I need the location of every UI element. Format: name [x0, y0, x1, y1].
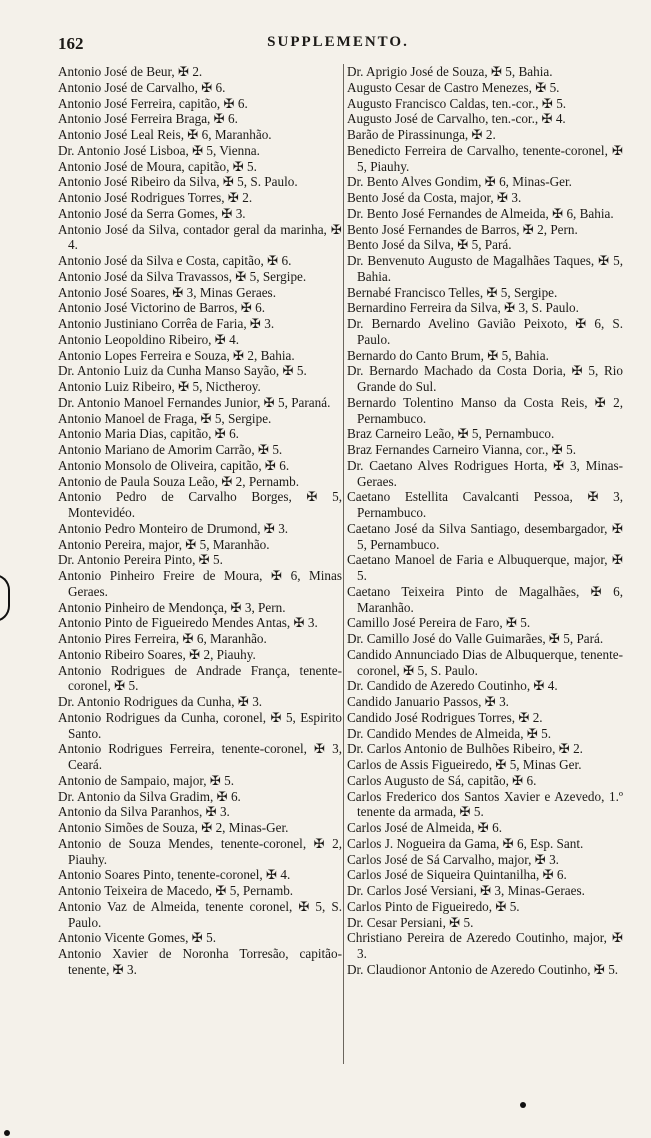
list-entry: Caetano Manoel de Faria e Albuquerque, major, ✠ 5.: [347, 552, 623, 583]
list-entry: Bernardino Ferreira da Silva, ✠ 3, S. Paulo.: [347, 300, 579, 316]
list-entry: Dr. Benvenuto Augusto de Magalhães Taques, ✠ 5, Bahia.: [347, 253, 623, 284]
list-entry: Candido Annunciado Dias de Albuquerque, tenente-coronel, ✠ 5, S. Paulo.: [347, 646, 623, 678]
list-entry: Dr. Carlos José Versiani, ✠ 3, Minas-Geraes.: [347, 883, 585, 898]
list-entry: Antonio José da Serra Gomes, ✠ 3.: [58, 205, 246, 221]
list-entry: Caetano Teixeira Pinto de Magalhães, ✠ 6, Maranhão.: [347, 583, 623, 615]
list-entry: Antonio Vicente Gomes, ✠ 5.: [58, 930, 216, 946]
list-entry: Antonio Rodrigues da Cunha, coronel, ✠ 5, Espirito Santo.: [58, 709, 342, 741]
list-entry: Antonio Pereira, major, ✠ 5, Maranhão.: [58, 536, 270, 552]
left-column: [58, 64, 342, 1064]
list-entry: Carlos de Assis Figueiredo, ✠ 5, Minas Ger.: [347, 757, 582, 772]
list-entry: Antonio Luiz Ribeiro, ✠ 5, Nictheroy.: [58, 379, 261, 394]
list-entry: Antonio de Sampaio, major, ✠ 5.: [58, 772, 235, 788]
column-divider: [343, 64, 344, 1064]
list-entry: Dr. Antonio Manoel Fernandes Junior, ✠ 5, Paraná.: [58, 394, 331, 410]
list-entry: Antonio Pedro de Carvalho Borges, ✠ 5, Montevidéo.: [58, 489, 342, 520]
list-entry: Braz Carneiro Leão, ✠ 5, Pernambuco.: [347, 426, 555, 442]
list-entry: Dr. Antonio Rodrigues da Cunha, ✠ 3.: [58, 694, 263, 709]
list-entry: Carlos José de Sá Carvalho, major, ✠ 3.: [347, 851, 559, 867]
list-entry: Antonio Maria Dias, capitão, ✠ 6.: [58, 426, 239, 442]
list-entry: Dr. Bernardo Avelino Gavião Peixoto, ✠ 6, S. Paulo.: [347, 316, 623, 347]
list-entry: Antonio Pedro Monteiro de Drumond, ✠ 3.: [58, 520, 289, 536]
list-entry: Bernardo Tolentino Manso da Costa Reis, ✠ 2, Pernambuco.: [347, 394, 623, 426]
list-entry: Antonio Pinheiro de Mendonça, ✠ 3, Pern.: [58, 599, 286, 615]
list-entry: Antonio Rodrigues Ferreira, tenente-coronel, ✠ 3, Ceará.: [58, 741, 342, 772]
list-entry: Antonio José Ferreira Braga, ✠ 6.: [58, 111, 238, 127]
list-entry: Antonio José de Carvalho, ✠ 6.: [58, 79, 226, 95]
list-entry: Bento José Fernandes de Barros, ✠ 2, Pern.: [347, 221, 578, 237]
right-column: [347, 64, 623, 1064]
list-entry: Antonio de Paula Souza Leão, ✠ 2, Pernamb.: [58, 473, 300, 489]
list-entry: Antonio José Leal Reis, ✠ 6, Maranhão.: [58, 127, 272, 142]
list-entry: Augusto Cesar de Castro Menezes, ✠ 5.: [347, 79, 560, 95]
list-entry: Antonio Rodrigues de Andrade França, tenente-coronel, ✠ 5.: [58, 662, 342, 694]
list-entry: Antonio de Souza Mendes, tenente-coronel, ✠ 2, Piauhy.: [58, 835, 342, 867]
list-entry: Camillo José Pereira de Faro, ✠ 5.: [347, 615, 531, 631]
list-entry: Dr. Antonio Luiz da Cunha Manso Sayão, ✠ 5.: [58, 363, 307, 379]
page-header: [58, 34, 618, 58]
list-entry: Antonio José de Beur, ✠ 2.: [58, 64, 203, 79]
list-entry: Bernardo do Canto Brum, ✠ 5, Bahia.: [347, 347, 549, 363]
list-entry: Dr. Candido de Azeredo Coutinho, ✠ 4.: [347, 678, 558, 694]
list-entry: Caetano Estellita Cavalcanti Pessoa, ✠ 3, Pernambuco.: [347, 489, 623, 520]
running-title: SUPPLEMENTO.: [267, 34, 409, 50]
list-entry: Dr. Caetano Alves Rodrigues Horta, ✠ 3, Minas-Geraes.: [347, 457, 623, 489]
list-entry: Antonio Manoel de Fraga, ✠ 5, Sergipe.: [58, 410, 272, 426]
list-entry: Antonio Soares Pinto, tenente-coronel, ✠ 4.: [58, 867, 291, 883]
list-entry: Antonio José Ribeiro da Silva, ✠ 5, S. Paulo.: [58, 174, 298, 190]
list-entry: Antonio da Silva Paranhos, ✠ 3.: [58, 804, 230, 820]
list-entry: Dr. Claudionor Antonio de Azeredo Coutinho, ✠ 5.: [347, 961, 619, 977]
list-entry: Antonio José da Silva Travassos, ✠ 5, Sergipe.: [58, 268, 307, 284]
list-entry: Antonio José Victorino de Barros, ✠ 6.: [58, 300, 266, 316]
list-entry: Carlos Pinto de Figueiredo, ✠ 5.: [347, 898, 520, 914]
ink-dot: [520, 1102, 526, 1108]
list-entry: Antonio Ribeiro Soares, ✠ 2, Piauhy.: [58, 646, 256, 662]
list-entry: Antonio José da Silva e Costa, capitão, ✠ 6.: [58, 253, 292, 268]
list-entry: Antonio José Ferreira, capitão, ✠ 6.: [58, 95, 248, 111]
list-entry: Antonio Xavier de Noronha Torresão, capitão-tenente, ✠ 3.: [58, 946, 342, 977]
list-entry: Dr. Aprigio José de Souza, ✠ 5, Bahia.: [347, 64, 553, 79]
list-entry: Antonio Pires Ferreira, ✠ 6, Maranhão.: [58, 631, 267, 646]
list-entry: Antonio José da Silva, contador geral da marinha, ✠ 4.: [58, 221, 342, 253]
list-entry: Antonio Monsolo de Oliveira, capitão, ✠ 6.: [58, 457, 290, 473]
list-entry: Dr. Bento José Fernandes de Almeida, ✠ 6, Bahia.: [347, 205, 614, 221]
list-entry: Antonio Vaz de Almeida, tenente coronel, ✠ 5, S. Paulo.: [58, 898, 342, 930]
list-entry: Bento José da Costa, major, ✠ 3.: [347, 190, 522, 205]
margin-bracket-mark: [0, 574, 10, 622]
list-entry: Candido Januario Passos, ✠ 3.: [347, 694, 509, 709]
list-entry: Dr. Candido Mendes de Almeida, ✠ 5.: [347, 725, 552, 741]
list-entry: Antonio Teixeira de Macedo, ✠ 5, Pernamb.: [58, 883, 294, 898]
list-entry: Antonio Leopoldino Ribeiro, ✠ 4.: [58, 331, 240, 347]
list-entry: Dr. Carlos Antonio de Bulhões Ribeiro, ✠ 2.: [347, 741, 583, 757]
list-entry: Carlos Augusto de Sá, capitão, ✠ 6.: [347, 772, 537, 788]
list-entry: Augusto José de Carvalho, ten.-cor., ✠ 4.: [347, 111, 566, 127]
list-entry: Antonio José Rodrigues Torres, ✠ 2.: [58, 190, 253, 205]
list-entry: Barão de Pirassinunga, ✠ 2.: [347, 127, 496, 142]
list-entry: Christiano Pereira de Azeredo Coutinho, major, ✠ 3.: [347, 930, 623, 961]
list-entry: Dr. Camillo José do Valle Guimarães, ✠ 5, Pará.: [347, 631, 604, 646]
list-entry: Dr. Antonio Pereira Pinto, ✠ 5.: [58, 552, 223, 568]
list-entry: Carlos José de Almeida, ✠ 6.: [347, 820, 502, 835]
ink-dot: [4, 1130, 10, 1136]
list-entry: Carlos J. Nogueira da Gama, ✠ 6, Esp. Sant.: [347, 835, 584, 851]
list-entry: Antonio Mariano de Amorim Carrão, ✠ 5.: [58, 442, 283, 457]
list-entry: Antonio Justiniano Corrêa de Faria, ✠ 3.: [58, 316, 275, 331]
list-entry: Dr. Antonio da Silva Gradim, ✠ 6.: [58, 788, 241, 804]
list-entry: Caetano José da Silva Santiago, desembargador, ✠ 5, Pernambuco.: [347, 520, 623, 552]
list-entry: Dr. Bento Alves Gondim, ✠ 6, Minas-Ger.: [347, 174, 572, 190]
page-number: 162: [58, 34, 84, 53]
list-entry: Dr. Bernardo Machado da Costa Doria, ✠ 5, Rio Grande do Sul.: [347, 363, 623, 394]
list-entry: Augusto Francisco Caldas, ten.-cor., ✠ 5.: [347, 95, 567, 111]
list-entry: Antonio Pinto de Figueiredo Mendes Antas, ✠ 3.: [58, 615, 318, 631]
list-entry: Bernabé Francisco Telles, ✠ 5, Sergipe.: [347, 284, 558, 300]
list-entry: Carlos José de Siqueira Quintanilha, ✠ 6.: [347, 867, 567, 883]
list-entry: Antonio Pinheiro Freire de Moura, ✠ 6, Minas Geraes.: [58, 568, 342, 599]
list-entry: Antonio José Soares, ✠ 3, Minas Geraes.: [58, 284, 276, 300]
list-entry: Braz Fernandes Carneiro Vianna, cor., ✠ 5.: [347, 442, 577, 457]
list-entry: Antonio José de Moura, capitão, ✠ 5.: [58, 158, 257, 174]
list-entry: Carlos Frederico dos Santos Xavier e Azevedo, 1.º tenente da armada, ✠ 5.: [347, 788, 623, 820]
list-entry: Dr. Cesar Persiani, ✠ 5.: [347, 914, 474, 930]
list-entry: Dr. Antonio José Lisboa, ✠ 5, Vienna.: [58, 142, 260, 158]
list-entry: Candido José Rodrigues Torres, ✠ 2.: [347, 709, 543, 725]
list-entry: Benedicto Ferreira de Carvalho, tenente-coronel, ✠ 5, Piauhy.: [347, 142, 623, 174]
list-entry: Antonio Lopes Ferreira e Souza, ✠ 2, Bahia.: [58, 347, 295, 363]
list-entry: Antonio Simões de Souza, ✠ 2, Minas-Ger.: [58, 820, 289, 835]
list-entry: Bento José da Silva, ✠ 5, Pará.: [347, 237, 512, 253]
